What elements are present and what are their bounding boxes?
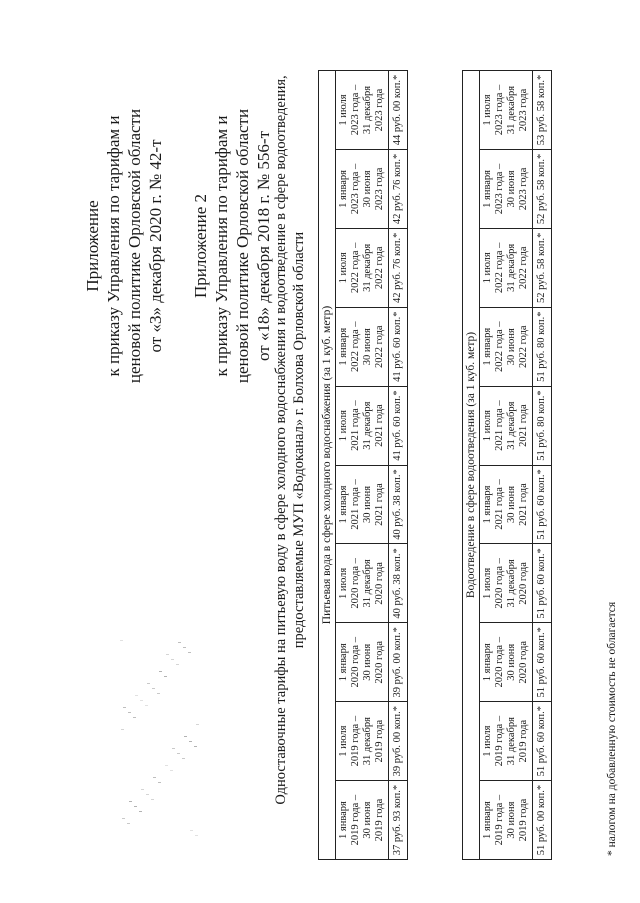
period-line: 2021 года – bbox=[350, 479, 361, 530]
price-cell: 39 руб. 00 коп.* bbox=[389, 702, 408, 781]
period-line: 30 июня bbox=[506, 485, 517, 524]
period-cell bbox=[336, 465, 389, 544]
period-line: 2022 года – bbox=[494, 321, 505, 372]
speckle bbox=[178, 642, 181, 643]
speckle bbox=[172, 748, 175, 749]
speckle bbox=[171, 659, 174, 660]
speckle bbox=[182, 758, 185, 759]
period-cell bbox=[336, 307, 389, 386]
period-line: 30 июня bbox=[506, 170, 517, 208]
period-line: 2023 года bbox=[374, 167, 385, 211]
speckle bbox=[176, 664, 179, 665]
period-line: 2023 года – bbox=[494, 84, 505, 136]
period-cell bbox=[336, 702, 389, 781]
period-line: 2021 года – bbox=[494, 479, 505, 530]
header-line: к приказу Управления по тарифам и bbox=[212, 115, 231, 377]
speckle bbox=[190, 830, 193, 831]
period-line: 30 июня bbox=[506, 643, 517, 681]
period-line: 1 июля bbox=[338, 410, 349, 442]
speckle bbox=[165, 765, 168, 766]
price-cell: 52 руб. 58 коп.* bbox=[533, 228, 552, 307]
price-cell: 40 руб. 38 коп.* bbox=[389, 544, 408, 623]
period-line: 2019 года bbox=[374, 719, 385, 763]
speckle bbox=[127, 823, 130, 824]
speckle bbox=[128, 712, 131, 713]
period-line: 30 июня bbox=[506, 328, 517, 366]
price-cell: 51 руб. 60 коп.* bbox=[533, 465, 552, 544]
speckle bbox=[158, 782, 161, 783]
header-line: к приказу Управления по тарифам и bbox=[104, 115, 123, 377]
caption-line: Одноставочные тарифы на питьевую воду в сфере холодного водоснабжения и водоотведение в сфере водоотведения, bbox=[273, 75, 289, 805]
period-line: 2020 года bbox=[518, 640, 529, 684]
period-cell bbox=[336, 781, 389, 860]
period-line: 2019 года bbox=[374, 798, 385, 842]
speckle bbox=[139, 811, 142, 812]
price-cell: 37 руб. 93 коп.* bbox=[389, 781, 408, 860]
period-line: 31 декабря bbox=[506, 559, 517, 608]
water-tariff-table bbox=[318, 70, 408, 860]
period-line: 2023 года – bbox=[350, 163, 361, 215]
period-line: 1 января bbox=[482, 643, 493, 682]
price-cell: 51 руб. 60 коп.* bbox=[533, 702, 552, 781]
period-cell bbox=[480, 307, 533, 386]
price-cell: 51 руб. 60 коп.* bbox=[533, 544, 552, 623]
speckle bbox=[135, 695, 138, 696]
period-line: 2022 года bbox=[374, 325, 385, 369]
speckle bbox=[129, 801, 132, 802]
header-line: Приложение bbox=[83, 200, 102, 292]
sewer-tariff-table bbox=[462, 70, 552, 860]
period-line: 31 декабря bbox=[362, 559, 373, 608]
period-line: 1 января bbox=[482, 169, 493, 208]
period-line: 2022 года – bbox=[350, 321, 361, 372]
period-line: 1 января bbox=[482, 801, 493, 839]
period-line: 31 декабря bbox=[506, 717, 517, 766]
header-original-order bbox=[190, 36, 274, 456]
speckle bbox=[121, 729, 124, 730]
period-line: 2019 года bbox=[518, 798, 529, 842]
period-cell bbox=[336, 149, 389, 228]
speckle bbox=[152, 688, 155, 689]
period-line: 2022 года bbox=[518, 246, 529, 290]
period-cell bbox=[336, 623, 389, 702]
speckle bbox=[159, 671, 162, 672]
period-line: 31 декабря bbox=[362, 717, 373, 766]
price-cell: 40 руб. 38 коп.* bbox=[389, 465, 408, 544]
period-line: 1 июля bbox=[338, 725, 349, 757]
period-line: 30 июня bbox=[362, 485, 373, 524]
speckle bbox=[184, 736, 187, 737]
period-cell bbox=[480, 149, 533, 228]
water-period-row bbox=[336, 71, 389, 860]
period-line: 2021 года bbox=[374, 404, 385, 447]
speckle bbox=[133, 717, 136, 718]
speckle bbox=[145, 705, 148, 706]
period-line: 2023 года bbox=[518, 167, 529, 211]
period-line: 31 декабря bbox=[506, 85, 517, 135]
speckle bbox=[166, 654, 169, 655]
period-line: 2021 года bbox=[518, 483, 529, 526]
period-line: 2020 года – bbox=[494, 637, 505, 688]
period-line: 1 июля bbox=[338, 567, 349, 599]
period-line: 1 июля bbox=[482, 410, 493, 442]
period-cell bbox=[480, 781, 533, 860]
speckle bbox=[183, 647, 186, 648]
speckle bbox=[157, 693, 160, 694]
document-sheet bbox=[20, 0, 620, 880]
period-cell bbox=[336, 228, 389, 307]
period-line: 2023 года bbox=[518, 88, 529, 132]
period-line: 1 июля bbox=[482, 725, 493, 757]
sewer-period-row bbox=[480, 71, 533, 860]
water-price-row bbox=[389, 71, 408, 860]
period-cell bbox=[480, 544, 533, 623]
period-cell bbox=[480, 228, 533, 307]
period-cell bbox=[480, 623, 533, 702]
price-cell: 51 руб. 80 коп.* bbox=[533, 307, 552, 386]
period-line: 2022 года bbox=[374, 246, 385, 290]
price-cell: 41 руб. 60 коп.* bbox=[389, 386, 408, 465]
header-line: от «18» декабря 2018 г. № 556-т bbox=[254, 130, 273, 362]
period-line: 1 января bbox=[482, 485, 493, 524]
speckle bbox=[177, 753, 180, 754]
price-cell: 42 руб. 76 коп.* bbox=[389, 228, 408, 307]
header-current-order bbox=[82, 36, 166, 456]
speckle bbox=[170, 770, 173, 771]
period-line: 1 июля bbox=[482, 252, 493, 284]
period-line: 31 декабря bbox=[506, 401, 517, 450]
period-line: 1 января bbox=[338, 485, 349, 524]
price-cell: 42 руб. 76 коп.* bbox=[389, 149, 408, 228]
speckle bbox=[120, 640, 123, 641]
period-line: 31 декабря bbox=[362, 85, 373, 135]
price-cell: 53 руб. 58 коп.* bbox=[533, 71, 552, 150]
speckle bbox=[153, 777, 156, 778]
period-line: 2022 года bbox=[518, 325, 529, 369]
period-line: 2022 года – bbox=[350, 242, 361, 294]
caption-line: предоставляемые МУП «Водоканал» г. Болхова Орловской области bbox=[291, 231, 307, 649]
period-line: 1 июля bbox=[482, 94, 493, 126]
price-cell: 51 руб. 80 коп.* bbox=[533, 386, 552, 465]
header-line: ценовой политике Орловской области bbox=[233, 108, 252, 384]
period-line: 30 июня bbox=[362, 170, 373, 208]
period-cell bbox=[480, 71, 533, 150]
period-line: 30 июня bbox=[362, 643, 373, 681]
period-line: 1 января bbox=[338, 169, 349, 208]
period-line: 2020 года bbox=[374, 562, 385, 605]
header-line: от «3» декабря 2020 г. № 42-т bbox=[146, 139, 165, 353]
period-line: 2020 года – bbox=[350, 558, 361, 609]
price-cell: 52 руб. 58 коп.* bbox=[533, 149, 552, 228]
period-line: 2022 года – bbox=[494, 242, 505, 294]
header-line: ценовой политике Орловской области bbox=[125, 108, 144, 384]
sewer-price-row bbox=[533, 71, 552, 860]
period-line: 2019 года – bbox=[494, 715, 505, 767]
speckle bbox=[189, 741, 192, 742]
speckle bbox=[164, 676, 167, 677]
period-line: 30 июня bbox=[362, 801, 373, 839]
period-line: 2019 года – bbox=[494, 794, 505, 846]
speckle bbox=[151, 799, 154, 800]
price-cell: 51 руб. 60 коп.* bbox=[533, 623, 552, 702]
period-line: 2021 года – bbox=[494, 400, 505, 451]
period-line: 1 июля bbox=[482, 567, 493, 599]
vat-footnote: * налогом на добавленную стоимость не облагается bbox=[606, 601, 618, 856]
period-line: 2023 года – bbox=[494, 163, 505, 215]
sewer-table-title: Водоотведение в сфере водоотведения (за 1 куб. метр) bbox=[463, 71, 480, 860]
header-line: Приложение 2 bbox=[191, 194, 210, 298]
water-table-title: Питьевая вода в сфере холодного водоснабжения (за 1 куб. метр) bbox=[319, 71, 336, 860]
price-cell: 41 руб. 60 коп.* bbox=[389, 307, 408, 386]
period-line: 1 июля bbox=[338, 252, 349, 284]
speckle bbox=[196, 724, 199, 725]
price-cell: 39 руб. 00 коп.* bbox=[389, 623, 408, 702]
price-cell: 44 руб. 00 коп.* bbox=[389, 71, 408, 150]
period-line: 2021 года bbox=[518, 404, 529, 447]
period-line: 1 января bbox=[338, 327, 349, 366]
period-line: 2021 года bbox=[374, 483, 385, 526]
speckle bbox=[134, 806, 137, 807]
period-line: 31 декабря bbox=[362, 243, 373, 292]
speckle bbox=[140, 700, 143, 701]
period-line: 1 января bbox=[338, 643, 349, 682]
period-cell bbox=[336, 544, 389, 623]
period-line: 1 июля bbox=[338, 94, 349, 126]
speckle bbox=[122, 818, 125, 819]
period-line: 2019 года – bbox=[350, 715, 361, 767]
period-line: 2020 года bbox=[374, 640, 385, 684]
period-line: 2020 года – bbox=[494, 558, 505, 609]
speckle bbox=[188, 652, 191, 653]
speckle bbox=[195, 835, 198, 836]
period-line: 2021 года – bbox=[350, 400, 361, 451]
period-line: 1 января bbox=[482, 327, 493, 366]
period-cell bbox=[480, 702, 533, 781]
period-line: 31 декабря bbox=[362, 401, 373, 450]
speckle bbox=[147, 683, 150, 684]
scan-noise bbox=[120, 640, 200, 840]
period-cell bbox=[336, 386, 389, 465]
price-cell: 51 руб. 00 коп.* bbox=[533, 781, 552, 860]
speckle bbox=[123, 707, 126, 708]
period-line: 31 декабря bbox=[506, 243, 517, 292]
period-line: 1 января bbox=[338, 801, 349, 839]
period-line: 2020 года bbox=[518, 562, 529, 605]
period-cell bbox=[480, 386, 533, 465]
speckle bbox=[141, 789, 144, 790]
speckle bbox=[194, 746, 197, 747]
period-line: 30 июня bbox=[506, 801, 517, 839]
tariff-caption bbox=[272, 20, 308, 860]
period-line: 30 июня bbox=[362, 328, 373, 366]
speckle bbox=[146, 794, 149, 795]
period-cell bbox=[336, 71, 389, 150]
period-line: 2019 года – bbox=[350, 794, 361, 846]
period-line: 2023 года bbox=[374, 88, 385, 132]
period-line: 2019 года bbox=[518, 719, 529, 763]
period-line: 2023 года – bbox=[350, 84, 361, 136]
period-line: 2020 года – bbox=[350, 637, 361, 688]
period-cell bbox=[480, 465, 533, 544]
